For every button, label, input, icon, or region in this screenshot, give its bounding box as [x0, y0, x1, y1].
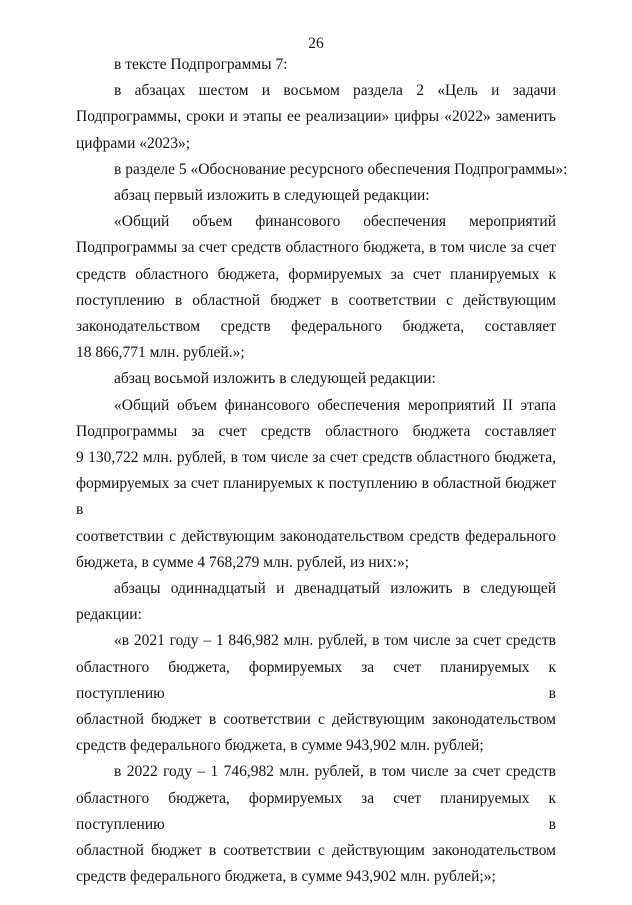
- text-line: в 2022 году – 1 746,982 млн. рублей, в том числе за счет средств: [114, 763, 556, 781]
- text-line: абзац восьмой изложить в следующей редакции:: [114, 370, 436, 388]
- text-line: областного бюджета, формируемых за счет планируемых к поступлению в: [76, 789, 556, 833]
- text-line: Подпрограммы за счет средств областного бюджета составляет: [76, 422, 556, 440]
- text-line: цифрами «2023»;: [76, 134, 191, 152]
- text-line: «в 2021 году – 1 846,982 млн. рублей, в том числе за счет средств: [114, 632, 556, 650]
- paragraph: [76, 209, 556, 366]
- text-line: «Общий объем финансового обеспечения мероприятий: [114, 213, 556, 231]
- text-line: соответствии с действующим законодательством средств федерального: [76, 527, 556, 545]
- text-line: областного бюджета, формируемых за счет планируемых к поступлению в: [76, 658, 556, 702]
- paragraph: [76, 393, 556, 576]
- text-line: 9 130,722 млн. рублей, в том числе за счет средств областного бюджета,: [76, 449, 556, 467]
- text-line: средств федерального бюджета, в сумме 943,902 млн. рублей;: [76, 737, 484, 755]
- text-line: Подпрограммы, сроки и этапы ее реализации» цифры «2022» заменить: [76, 108, 556, 126]
- text-line: бюджета, в сумме 4 768,279 млн. рублей, из них:»;: [76, 553, 410, 571]
- paragraph: [76, 576, 556, 628]
- text-line: областной бюджет в соответствии с действующим законодательством: [76, 711, 556, 729]
- paragraph: [76, 52, 556, 78]
- paragraph: [76, 759, 556, 890]
- paragraph: [76, 366, 556, 392]
- text-line: формируемых за счет планируемых к поступлению в областной бюджет в: [76, 475, 556, 519]
- document-body: [76, 52, 568, 891]
- text-line: в разделе 5 «Обоснование ресурсного обеспечения Подпрограммы»:: [114, 160, 568, 178]
- paragraph: [76, 157, 568, 183]
- page-number: 26: [308, 35, 324, 52]
- text-line: в тексте Подпрограммы 7:: [114, 56, 288, 73]
- text-line: поступлению в областной бюджет в соответствии с действующим: [76, 291, 556, 309]
- text-line: в абзацах шестом и восьмом раздела 2 «Цель и задачи: [114, 82, 556, 100]
- text-line: средств федерального бюджета, в сумме 943,902 млн. рублей;»;: [76, 868, 496, 886]
- text-line: областной бюджет в соответствии с действующим законодательством: [76, 842, 556, 860]
- text-line: абзацы одиннадцатый и двенадцатый изложить в следующей: [114, 580, 556, 598]
- text-line: средств областного бюджета, формируемых за счет планируемых к: [76, 265, 556, 283]
- text-line: законодательством средств федерального бюджета, составляет: [76, 318, 556, 336]
- text-line: «Общий объем финансового обеспечения мероприятий II этапа: [114, 396, 556, 414]
- paragraph: [76, 628, 556, 759]
- paragraph: [76, 78, 556, 157]
- text-line: 18 866,771 млн. рублей.»;: [76, 344, 245, 362]
- paragraph: [76, 183, 556, 209]
- text-line: Подпрограммы за счет средств областного бюджета, в том числе за счет: [76, 239, 556, 257]
- text-line: абзац первый изложить в следующей редакции:: [114, 187, 430, 205]
- text-line: редакции:: [76, 606, 142, 624]
